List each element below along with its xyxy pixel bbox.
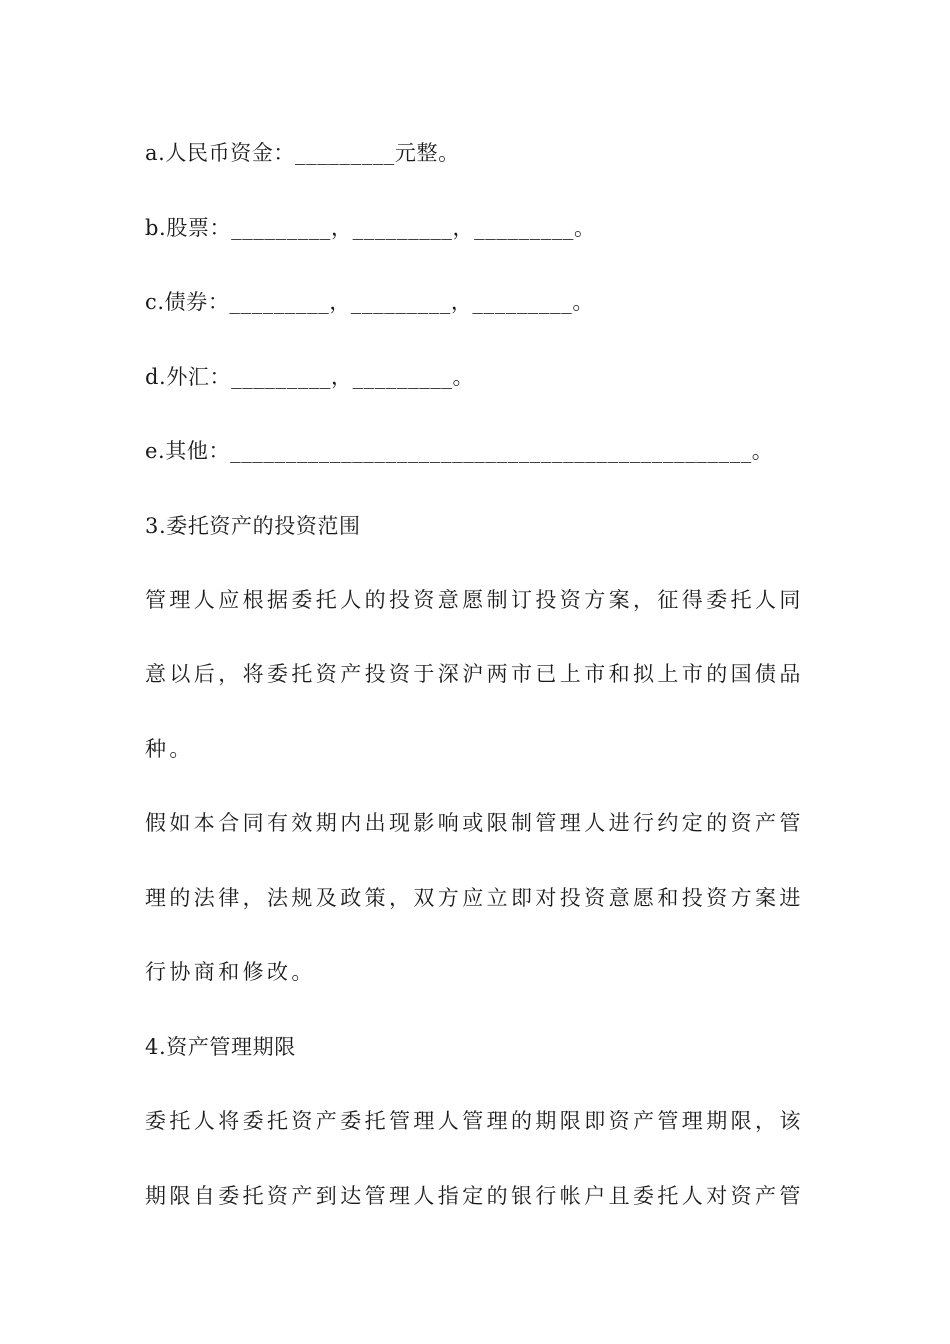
section3-para1-line3: 种。 — [145, 737, 194, 761]
field-bonds: c.债券：_________，_________，_________。 — [145, 290, 594, 314]
field-forex: d.外汇：_________，_________。 — [145, 365, 475, 389]
section3-para2-line2: 理的法律，法规及政策，双方应立即对投资意愿和投资方案进 — [145, 886, 804, 910]
field-stocks: b.股票：_________，_________，_________。 — [145, 216, 596, 240]
section3-para1-line2: 意以后，将委托资产投资于深沪两市已上市和拟上市的国债品 — [145, 662, 804, 686]
field-rmb-funds: a.人民币资金：_________元整。 — [145, 141, 460, 165]
section4-para1-line1: 委托人将委托资产委托管理人管理的期限即资产管理期限，该 — [145, 1109, 804, 1133]
section3-para1-line1: 管理人应根据委托人的投资意愿制订投资方案，征得委托人同 — [145, 588, 804, 612]
section4-para1-line2: 期限自委托资产到达管理人指定的银行帐户且委托人对资产管 — [145, 1184, 804, 1208]
section3-para2-line1: 假如本合同有效期内出现影响或限制管理人进行约定的资产管 — [145, 811, 804, 835]
section3-heading: 3.委托资产的投资范围 — [145, 514, 361, 538]
section4-heading: 4.资产管理期限 — [145, 1035, 296, 1059]
section3-para2-line3: 行协商和修改。 — [145, 960, 316, 984]
field-other: e.其他：_______________________________________________。 — [145, 439, 774, 463]
